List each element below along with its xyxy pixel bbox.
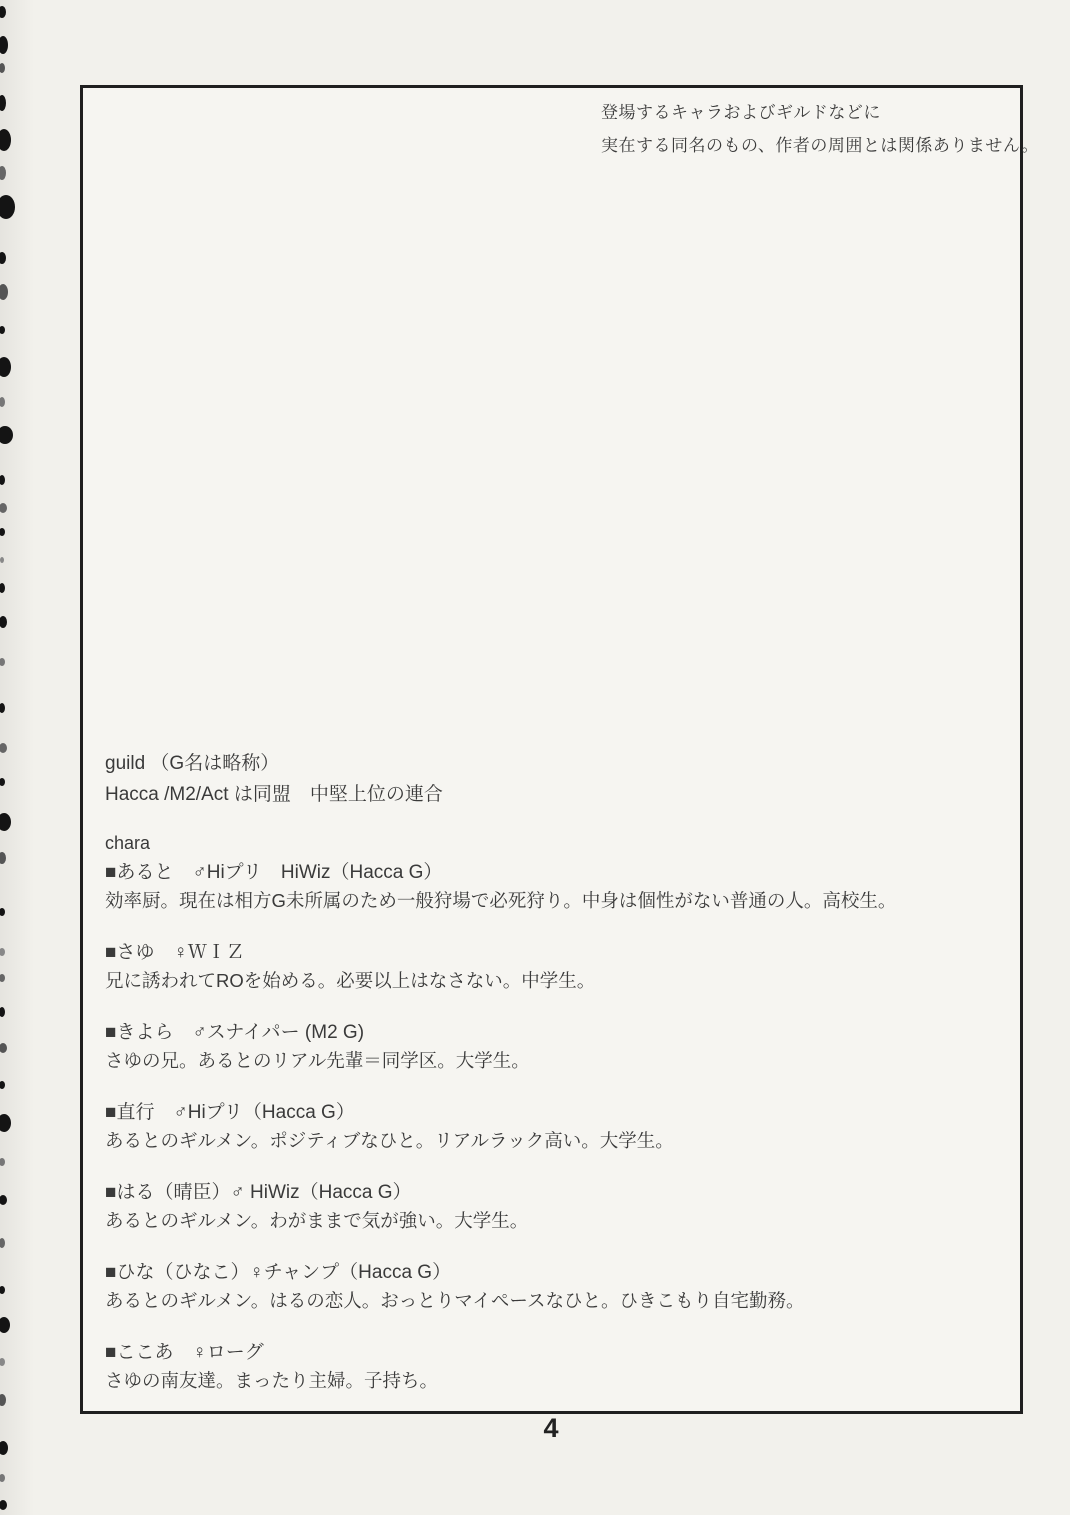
disclaimer xyxy=(601,96,1039,162)
character-entry-haru xyxy=(105,1180,528,1232)
disclaimer-line-2: 実在する同名のもの、作者の周囲とは関係ありません。 xyxy=(601,136,1039,155)
character-description: さゆの南友達。まったり主婦。子持ち。 xyxy=(105,1370,439,1391)
character-entry-naoyuki xyxy=(105,1100,674,1152)
character-title: ■はる（晴臣）♂ HiWiz（Hacca G） xyxy=(105,1182,412,1203)
page-number: 4 xyxy=(543,1413,560,1443)
character-description: 効率厨。現在は相方G未所属のため一般狩場で必死狩り。中身は個性がない普通の人。高校生。 xyxy=(105,890,897,911)
character-entry-kiyora xyxy=(105,1020,530,1072)
character-description: 兄に誘われてROを始める。必要以上はなさない。中学生。 xyxy=(105,970,596,991)
disclaimer-line-1: 登場するキャラおよびギルドなどに xyxy=(601,103,881,122)
character-title: ■直行 ♂Hiプリ（Hacca G） xyxy=(105,1102,355,1123)
character-entry-aruto xyxy=(105,860,896,912)
character-description: あるとのギルメン。わがままで気が強い。大学生。 xyxy=(105,1210,529,1231)
character-description: あるとのギルメン。ポジティブなひと。リアルラック高い。大学生。 xyxy=(105,1130,674,1151)
character-description: あるとのギルメン。はるの恋人。おっとりマイペースなひと。ひきこもり自宅勤務。 xyxy=(105,1290,805,1311)
character-title: ■さゆ ♀ＷＩＺ xyxy=(105,942,245,963)
guild-alliance-note: Hacca /M2/Act は同盟 中堅上位の連合 xyxy=(105,784,443,805)
character-title: ■きよら ♂スナイパー (M2 G) xyxy=(105,1022,365,1043)
character-description: さゆの兄。あるとのリアル先輩＝同学区。大学生。 xyxy=(105,1050,530,1071)
guild-section xyxy=(105,748,443,810)
character-entry-sayu xyxy=(105,940,595,992)
character-entry-hina xyxy=(105,1260,805,1312)
guild-heading: guild （G名は略称） xyxy=(105,753,280,774)
character-title: ■ひな（ひなこ）♀チャンプ（Hacca G） xyxy=(105,1262,452,1283)
chara-heading: chara xyxy=(105,833,151,853)
binding-edge-artifacts xyxy=(0,0,34,1515)
character-entry-kokoa xyxy=(105,1340,438,1392)
character-title: ■あると ♂Hiプリ HiWiz（Hacca G） xyxy=(105,862,443,883)
character-title: ■ここあ ♀ローグ xyxy=(105,1342,264,1363)
